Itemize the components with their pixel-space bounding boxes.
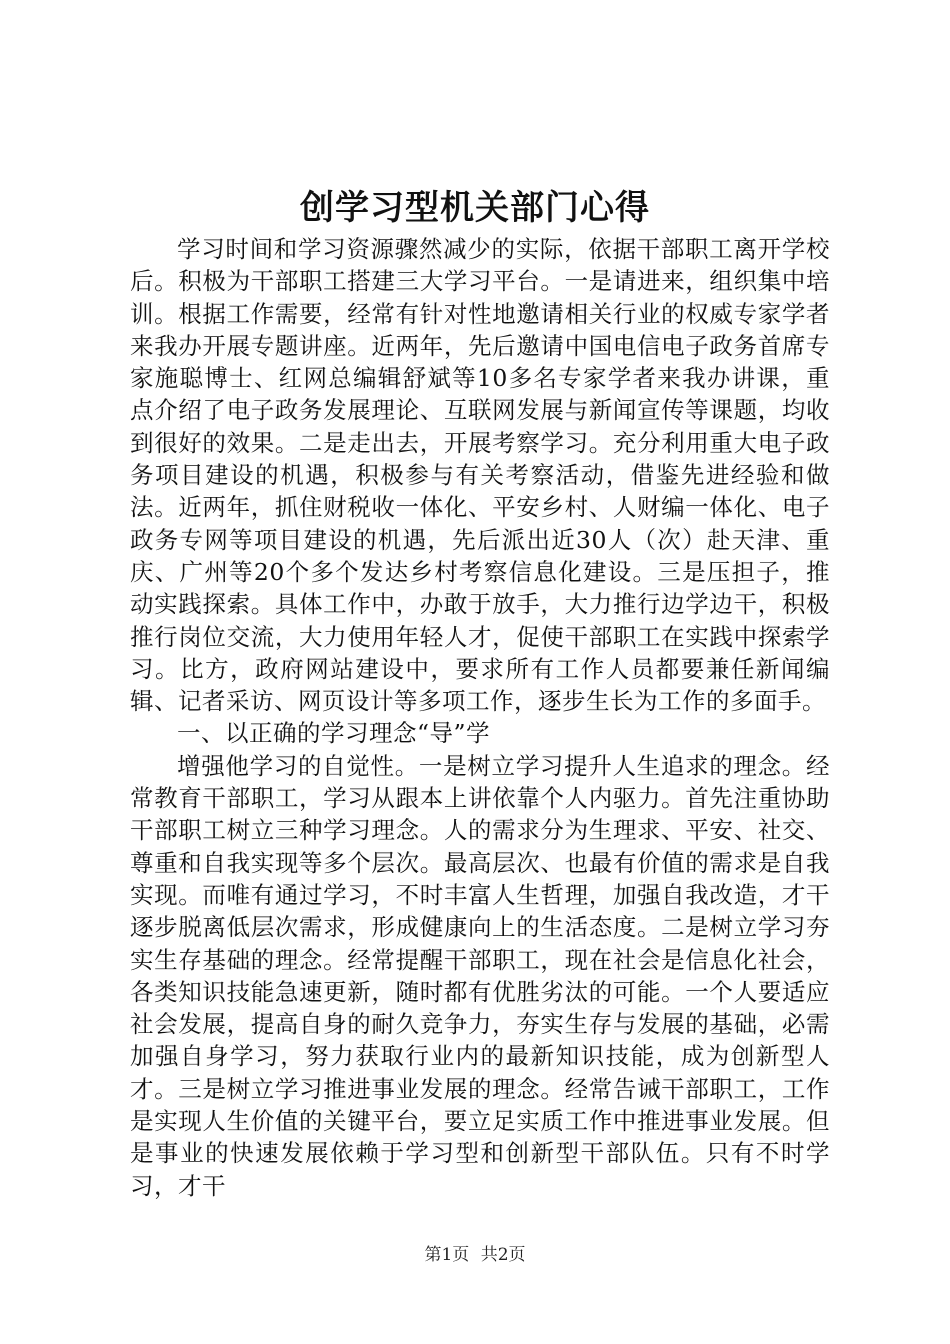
page-number-current: 第1页 bbox=[424, 1245, 470, 1265]
page-number-total: 共2页 bbox=[480, 1245, 526, 1265]
section-heading-learning-concept: 一、以正确的学习理念“导”学 bbox=[177, 719, 491, 748]
paragraph-learning-awareness: 增强他学习的自觉性。一是树立学习提升人生追求的理念。经常教育干部职工，学习从跟本上讲依靠个人内驱力。首先注重协助干部职工树立三种学习理念。人的需求分为生理求、平安、社交、尊重和自我实现等多个层次。最高层次、也最有价值的需求是自我实现。而唯有通过学习，不时丰富人生哲理，加强自我改造，才干逐步脱离低层次需求，形成健康向上的生活态度。二是树立学习夯实生存基础的理念。经常提醒干部职工，现在社会是信息化社会，各类知识技能急速更新，随时都有优胜劣汰的可能。一个人要适应社会发展，提高自身的耐久竞争力，夯实生存与发展的基础，必需加强自身学习，努力获取行业内的最新知识技能，成为创新型人才。三是树立学习推进事业发展的理念。经常告诫干部职工，工作是实现人生价值的关键平台，要立足实质工作中推进事业发展。但是事业的快速发展依赖于学习型和创新型干部队伍。只有不时学习，才干 bbox=[130, 751, 830, 1200]
page-footer bbox=[0, 1243, 950, 1267]
document-body bbox=[130, 233, 830, 1202]
document-title: 创学习型机关部门心得 bbox=[300, 188, 650, 228]
paragraph-learning-platforms: 学习时间和学习资源骤然减少的实际，依据干部职工离开学校后。积极为干部职工搭建三大学习平台。一是请进来，组织集中培训。根据工作需要，经常有针对性地邀请相关行业的权威专家学者来我办开展专题讲座。近两年，先后邀请中国电信电子政务首席专家施聪博士、红网总编辑舒斌等10多名专家学者来我办讲课，重点介绍了电子政务发展理论、互联网发展与新闻宣传等课题，均收到很好的效果。二是走出去，开展考察学习。充分利用重大电子政务项目建设的机遇，积极参与有关考察活动，借鉴先进经验和做法。近两年，抓住财税收一体化、平安乡村、人财编一体化、电子政务专网等项目建设的机遇，先后派出近30人（次）赴天津、重庆、广州等20个多个发达乡村考察信息化建设。三是压担子，推动实践探索。具体工作中，办敢于放手，大力推行边学边干，积极推行岗位交流，大力使用年轻人才，促使干部职工在实践中探索学习。比方，政府网站建设中，要求所有工作人员都要兼任新闻编辑、记者采访、网页设计等多项工作，逐步生长为工作的多面手。 bbox=[130, 235, 830, 716]
